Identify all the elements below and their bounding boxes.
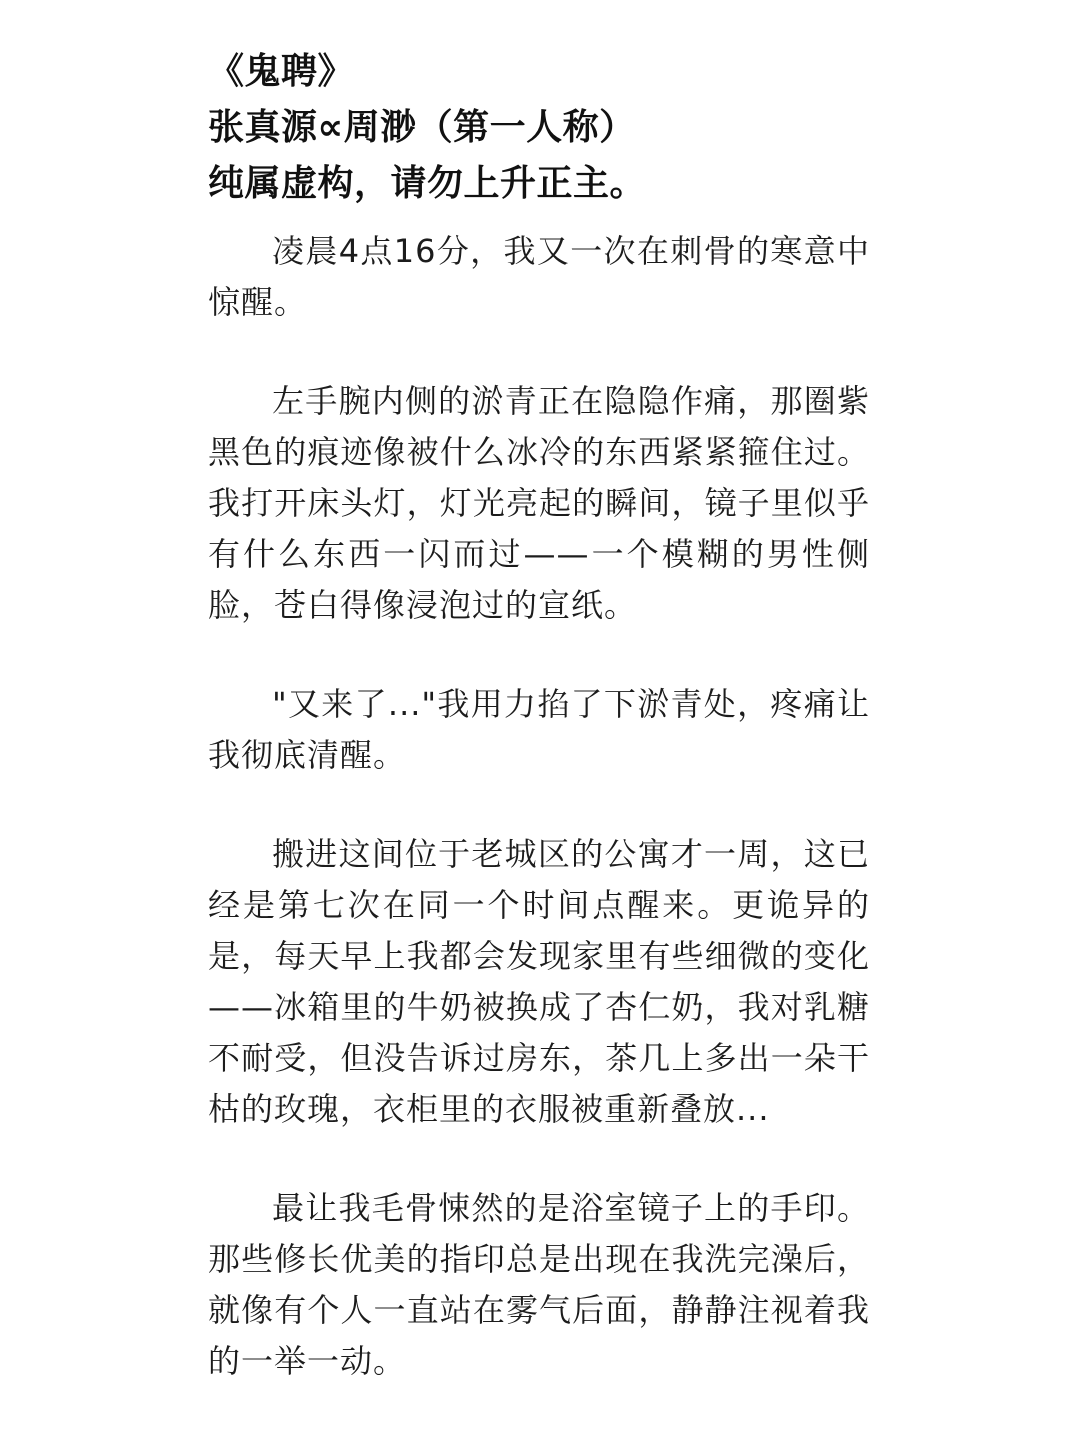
paragraph-3: "又来了..."我用力掐了下淤青处，疼痛让我彻底清醒。 bbox=[208, 685, 870, 774]
paragraph-5: 最让我毛骨悚然的是浴室镜子上的手印。那些修长优美的指印总是出现在我洗完澡后，就像有个人一直站在雾气后面，静静注视着我的一举一动。 bbox=[208, 1189, 870, 1380]
story-disclaimer: 纯属虚构，请勿上升正主。 bbox=[208, 163, 647, 204]
story-body bbox=[208, 226, 870, 1387]
paragraph-1: 凌晨4点16分，我又一次在刺骨的寒意中惊醒。 bbox=[208, 232, 870, 321]
paragraph-2: 左手腕内侧的淤青正在隐隐作痛，那圈紫黑色的痕迹像被什么冰冷的东西紧紧箍住过。我打开床头灯，灯光亮起的瞬间，镜子里似乎有什么东西一闪而过——一个模糊的男性侧脸，苍白得像浸泡过的宣纸。 bbox=[208, 382, 870, 624]
story-pairing: 张真源∝周渺（第一人称） bbox=[208, 107, 636, 148]
paragraph-4: 搬进这间位于老城区的公寓才一周，这已经是第七次在同一个时间点醒来。更诡异的是，每天早上我都会发现家里有些细微的变化——冰箱里的牛奶被换成了杏仁奶，我对乳糖不耐受，但没告诉过房东，茶几上多出一朵干枯的玫瑰，衣柜里的衣服被重新叠放... bbox=[208, 835, 870, 1128]
document-header bbox=[208, 44, 870, 212]
story-title: 《鬼聘》 bbox=[208, 51, 355, 92]
document-page bbox=[208, 44, 870, 1387]
